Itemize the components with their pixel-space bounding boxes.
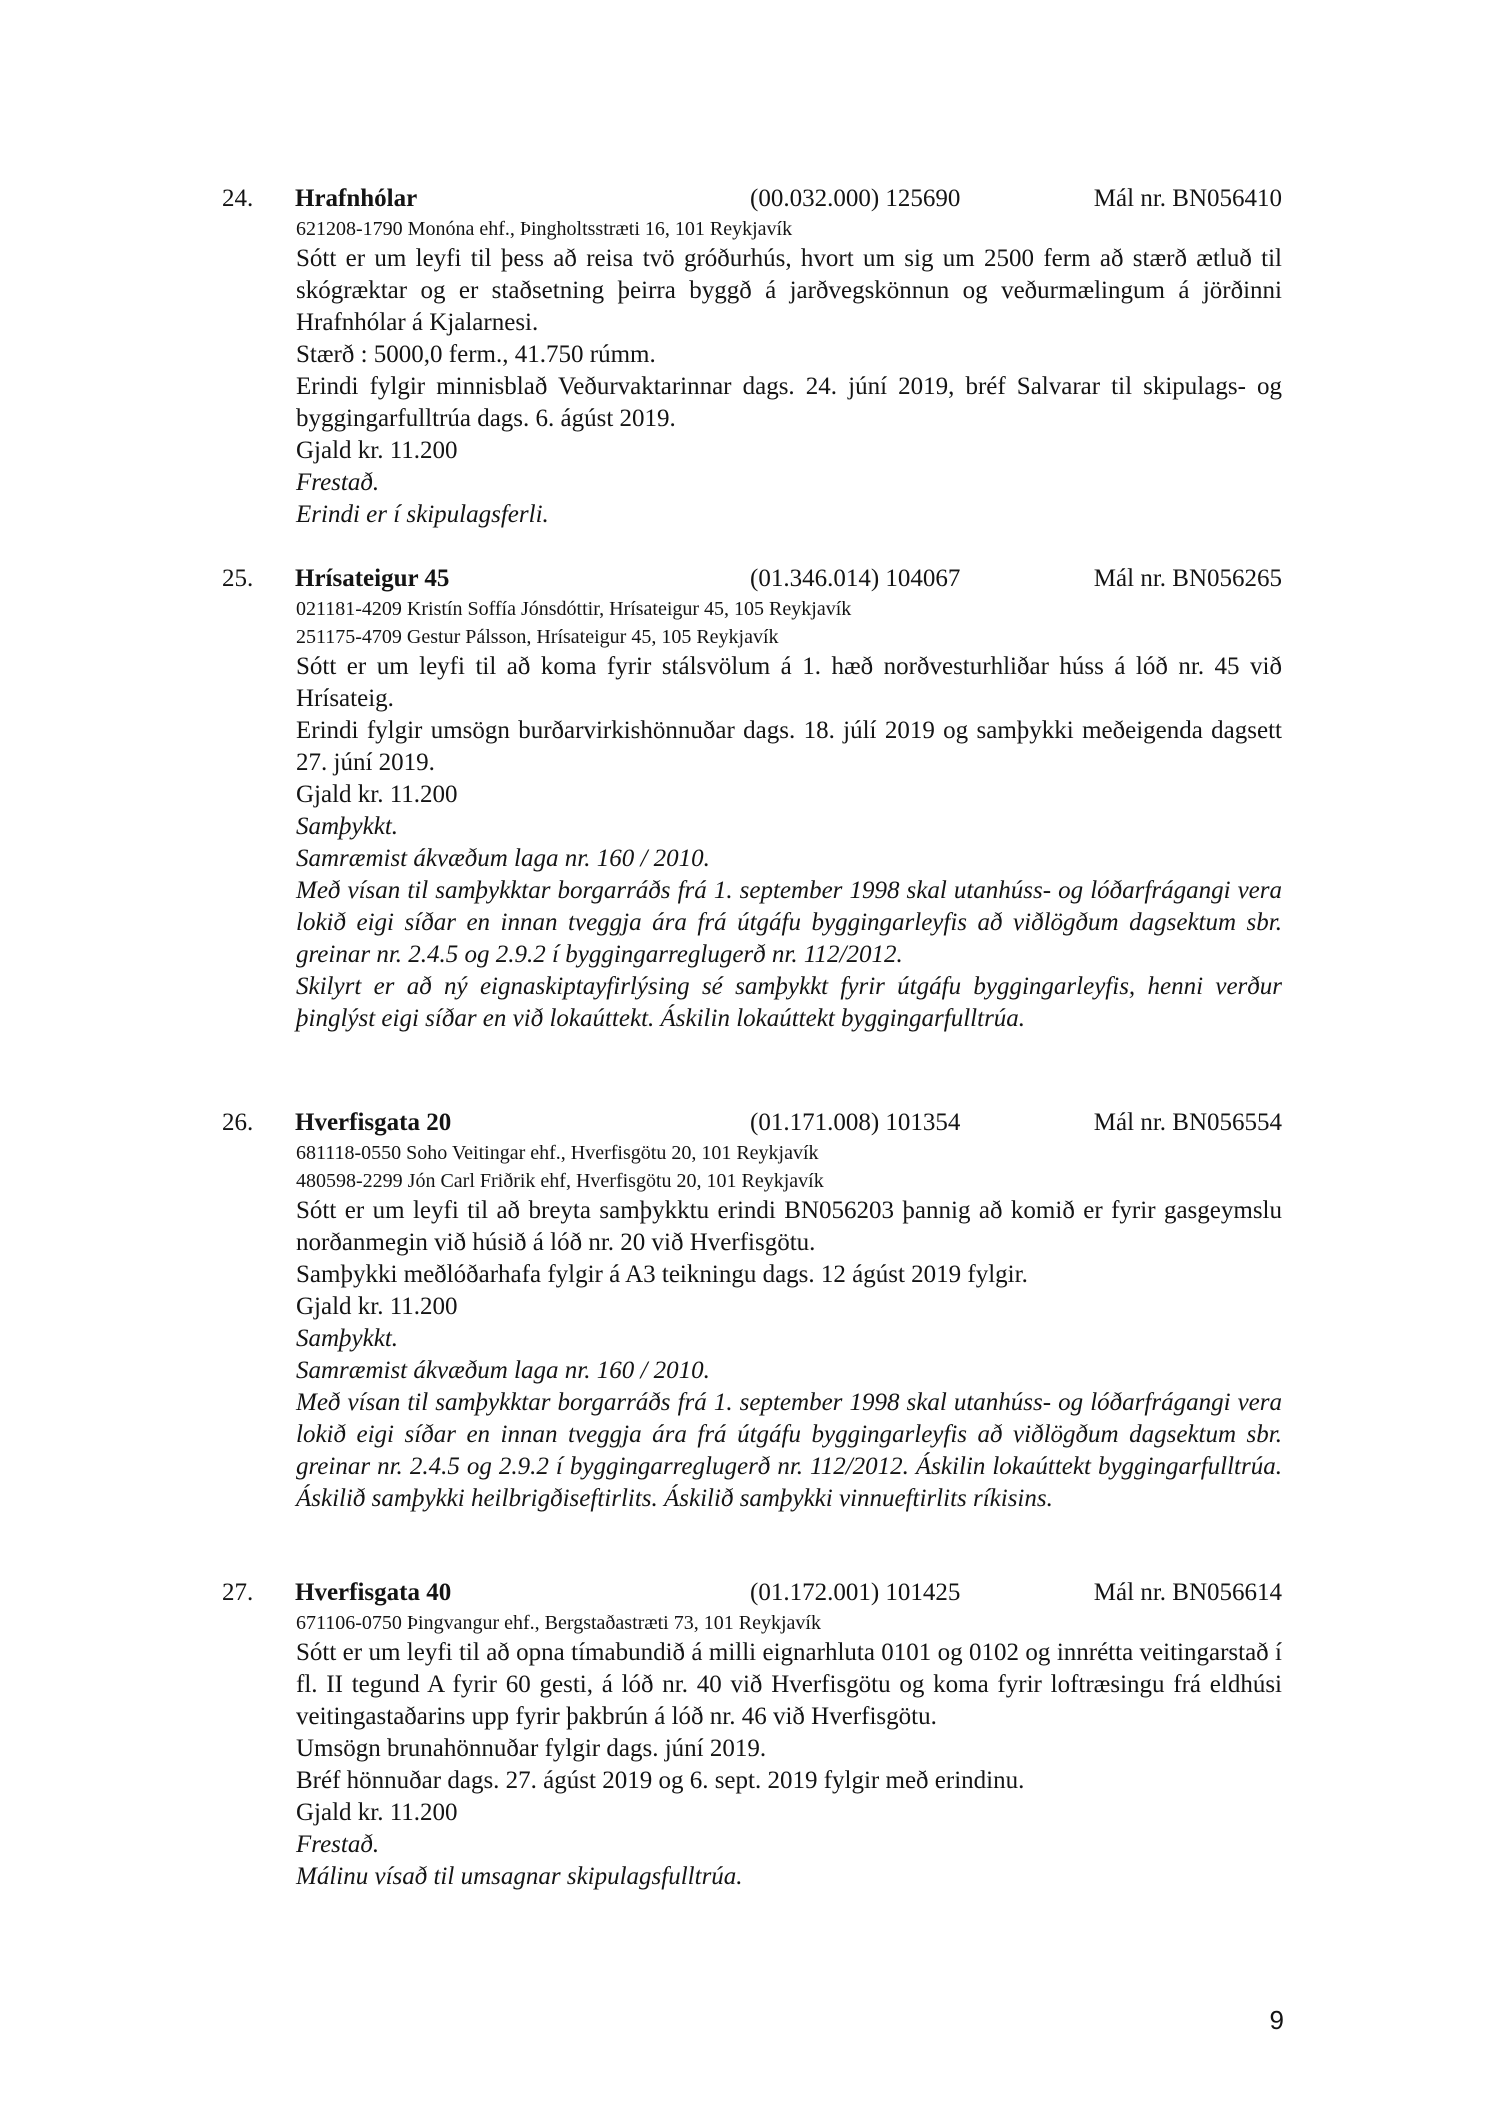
- applicant-line: 480598-2299 Jón Carl Friðrik ehf, Hverfisgötu 20, 101 Reykjavík: [296, 1170, 824, 1192]
- case-number: Mál nr. BN056410: [1093, 185, 1282, 212]
- decision-paragraph: Með vísan til samþykktar borgarráðs frá 1. september 1998 skal utanhúss- og lóðarfrágangi vera lokið eigi síðar en innan tveggja ára frá útgáfu byggingarleyfis að viðlögðum dagsektum sbr. greinar nr. 2.4.5 og 2.9.2 í byggingarreglugerð nr. 112/2012.: [296, 877, 1282, 968]
- land-code: (01.171.008) 101354: [750, 1109, 961, 1136]
- case-body: [296, 1139, 1282, 1515]
- decision-line: Samræmist ákvæðum laga nr. 160 / 2010.: [296, 1357, 710, 1384]
- item-number: 26.: [222, 1109, 254, 1136]
- property-address: Hrafnhólar: [295, 185, 418, 212]
- case-body: [296, 1609, 1282, 1893]
- land-code: (01.172.001) 101425: [750, 1579, 961, 1606]
- applicant-line: 671106-0750 Þingvangur ehf., Bergstaðastræti 73, 101 Reykjavík: [296, 1612, 821, 1634]
- case-header: [222, 1107, 1282, 1139]
- fee-line: Gjald kr. 11.200: [296, 1799, 458, 1826]
- case-number: Mál nr. BN056554: [1093, 1109, 1282, 1136]
- page-number: 9: [1269, 2005, 1284, 2035]
- decision-line: Samþykkt.: [296, 1325, 399, 1352]
- case-header: [222, 183, 1282, 215]
- decision-paragraph: Skilyrt er að ný eignaskiptayfirlýsing sé samþykkt fyrir útgáfu byggingarleyfis, henni verður þinglýst eigi síðar en við lokaúttekt. Áskilin lokaúttekt byggingarfulltrúa.: [296, 973, 1282, 1032]
- attachment-paragraph: Bréf hönnuðar dags. 27. ágúst 2019 og 6. sept. 2019 fylgir með erindinu.: [296, 1767, 1025, 1794]
- attachment-paragraph: Erindi fylgir minnisblað Veðurvaktarinnar dags. 24. júní 2019, bréf Salvarar til skipulags- og byggingarfulltrúa dags. 6. ágúst 2019.: [296, 373, 1282, 432]
- description-paragraph: Sótt er um leyfi til að opna tímabundið á milli eignarhluta 0101 og 0102 og innrétta veitingarstað í fl. II tegund A fyrir 60 gesti, á lóð nr. 40 við Hverfisgötu og koma fyrir loftræsingu frá eldhúsi veitingastaðarins upp fyrir þakbrún á lóð nr. 46 við Hverfisgötu.: [296, 1639, 1282, 1730]
- applicant-line: 681118-0550 Soho Veitingar ehf., Hverfisgötu 20, 101 Reykjavík: [296, 1142, 819, 1164]
- case-number: Mál nr. BN056614: [1093, 1579, 1282, 1606]
- item-number: 27.: [222, 1579, 254, 1606]
- size-line: Stærð : 5000,0 ferm., 41.750 rúmm.: [296, 341, 656, 368]
- decision-line: Frestað.: [296, 469, 380, 496]
- case-item-25: [222, 563, 1282, 1035]
- case-item-26: [222, 1107, 1282, 1515]
- case-item-24: [222, 183, 1282, 531]
- case-body: [296, 215, 1282, 531]
- case-item-27: [222, 1577, 1282, 1893]
- attachment-paragraph: Samþykki meðlóðarhafa fylgir á A3 teikningu dags. 12 ágúst 2019 fylgir.: [296, 1261, 1028, 1288]
- property-address: Hverfisgata 40: [295, 1579, 452, 1606]
- land-code: (01.346.014) 104067: [750, 565, 961, 592]
- case-header: [222, 1577, 1282, 1609]
- fee-line: Gjald kr. 11.200: [296, 781, 458, 808]
- decision-line: Samræmist ákvæðum laga nr. 160 / 2010.: [296, 845, 710, 872]
- decision-line: Samþykkt.: [296, 813, 399, 840]
- fee-line: Gjald kr. 11.200: [296, 1293, 458, 1320]
- decision-paragraph: Með vísan til samþykktar borgarráðs frá 1. september 1998 skal utanhúss- og lóðarfrágangi vera lokið eigi síðar en innan tveggja ára frá útgáfu byggingarleyfis að viðlögðum dagsektum sbr. greinar nr. 2.4.5 og 2.9.2 í byggingarreglugerð nr. 112/2012. Áskilin lokaúttekt byggingarfulltrúa. Áskilið samþykki heilbrigðiseftirlits. Áskilið samþykki vinnueftirlits ríkisins.: [296, 1389, 1282, 1512]
- decision-line: Erindi er í skipulagsferli.: [296, 501, 549, 528]
- property-address: Hrísateigur 45: [295, 565, 450, 592]
- applicant-line: 251175-4709 Gestur Pálsson, Hrísateigur 45, 105 Reykjavík: [296, 626, 779, 648]
- applicant-line: 021181-4209 Kristín Soffía Jónsdóttir, Hrísateigur 45, 105 Reykjavík: [296, 598, 852, 620]
- case-number: Mál nr. BN056265: [1093, 565, 1282, 592]
- description-paragraph: Sótt er um leyfi til að koma fyrir stálsvölum á 1. hæð norðvesturhliðar húss á lóð nr. 45 við Hrísateig.: [296, 653, 1282, 712]
- attachment-paragraph: Erindi fylgir umsögn burðarvirkishönnuðar dags. 18. júlí 2019 og samþykki meðeigenda dagsett 27. júní 2019.: [296, 717, 1282, 776]
- land-code: (00.032.000) 125690: [750, 185, 961, 212]
- attachment-paragraph: Umsögn brunahönnuðar fylgir dags. júní 2019.: [296, 1735, 767, 1762]
- decision-line: Málinu vísað til umsagnar skipulagsfulltrúa.: [296, 1863, 743, 1890]
- description-paragraph: Sótt er um leyfi til þess að reisa tvö gróðurhús, hvort um sig um 2500 ferm að stærð ætluð til skógræktar og er staðsetning þeirra byggð á jarðvegskönnun og veðurmælingum á jörðinni Hrafnhólar á Kjalarnesi.: [296, 245, 1282, 336]
- description-paragraph: Sótt er um leyfi til að breyta samþykktu erindi BN056203 þannig að komið er fyrir gasgeymslu norðanmegin við húsið á lóð nr. 20 við Hverfisgötu.: [296, 1197, 1282, 1256]
- property-address: Hverfisgata 20: [295, 1109, 452, 1136]
- fee-line: Gjald kr. 11.200: [296, 437, 458, 464]
- item-number: 25.: [222, 565, 254, 592]
- applicant-line: 621208-1790 Monóna ehf., Þingholtsstræti 16, 101 Reykjavík: [296, 218, 793, 240]
- decision-line: Frestað.: [296, 1831, 380, 1858]
- case-body: [296, 595, 1282, 1035]
- case-header: [222, 563, 1282, 595]
- item-number: 24.: [222, 185, 254, 212]
